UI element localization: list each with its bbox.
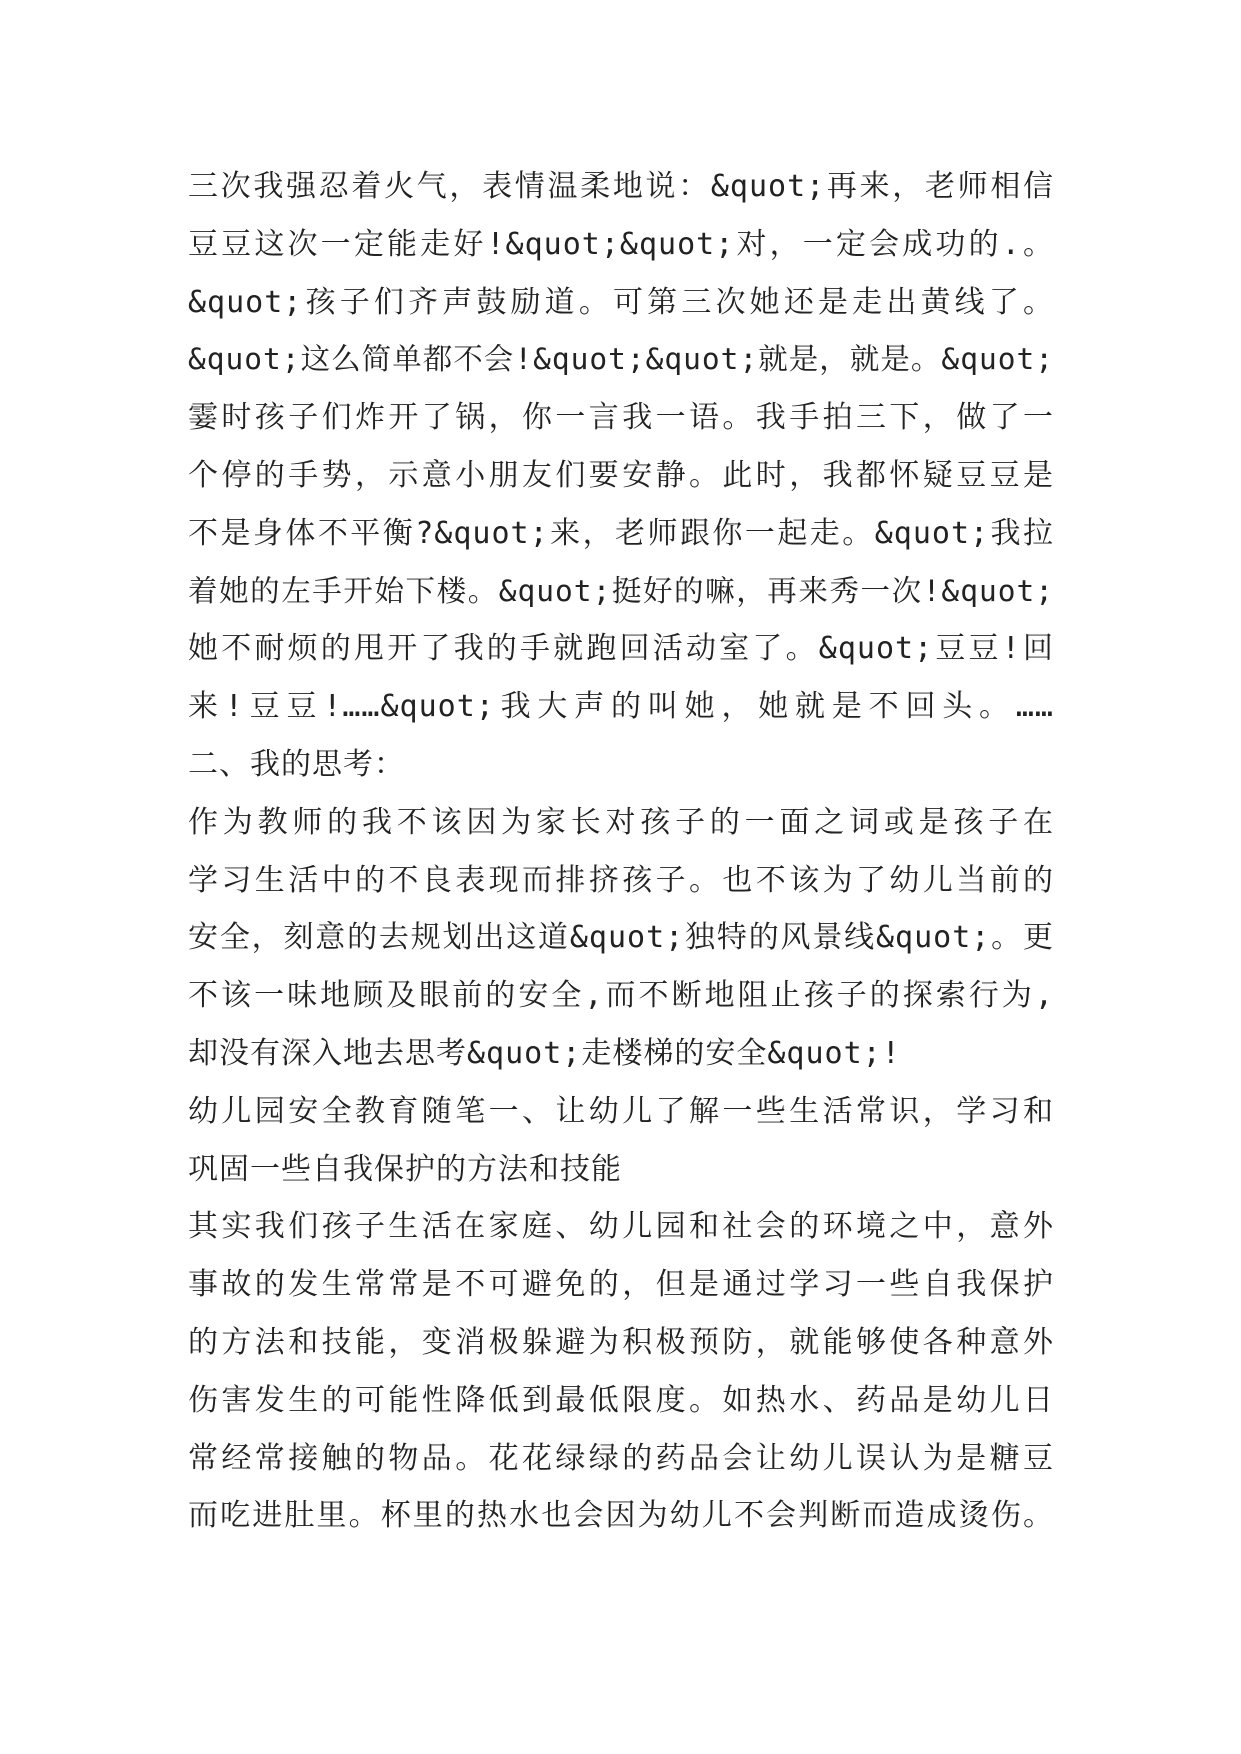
text-line: 不是身体不平衡?&quot;来，老师跟你一起走。&quot;我拉 bbox=[188, 515, 1054, 551]
text-line: 的方法和技能，变消极躲避为积极预防，就能够使各种意外 bbox=[188, 1324, 1054, 1360]
text-line: 事故的发生常常是不可避免的，但是通过学习一些自我保护 bbox=[188, 1267, 1054, 1303]
text-line: 她不耐烦的甩开了我的手就跑回活动室了。&quot;豆豆!回 bbox=[188, 631, 1054, 667]
text-line: 幼儿园安全教育随笔一、让幼儿了解一些生活常识，学习和 bbox=[188, 1093, 1054, 1129]
section-heading: 二、我的思考： bbox=[188, 746, 405, 782]
body-text bbox=[188, 158, 1054, 1545]
text-line: 常经常接触的物品。花花绿绿的药品会让幼儿误认为是糖豆 bbox=[188, 1440, 1054, 1476]
text-line: &quot;孩子们齐声鼓励道。可第三次她还是走出黄线了。 bbox=[188, 284, 1054, 320]
text-line: 来!豆豆!……&quot;我大声的叫她，她就是不回头。…… bbox=[188, 689, 1054, 725]
text-line: 伤害发生的可能性降低到最低限度。如热水、药品是幼儿日 bbox=[188, 1382, 1054, 1418]
text-line: 却没有深入地去思考&quot;走楼梯的安全&quot;! bbox=[188, 1035, 901, 1071]
text-line: 学习生活中的不良表现而排挤孩子。也不该为了幼儿当前的 bbox=[188, 862, 1054, 898]
text-line: 巩固一些自我保护的方法和技能 bbox=[188, 1151, 622, 1187]
text-line: 而吃进肚里。杯里的热水也会因为幼儿不会判断而造成烫伤。 bbox=[188, 1498, 1054, 1534]
text-line: 豆豆这次一定能走好!&quot;&quot;对，一定会成功的.。 bbox=[188, 226, 1054, 262]
text-line: 作为教师的我不该因为家长对孩子的一面之词或是孩子在 bbox=[188, 804, 1054, 840]
text-line: 三次我强忍着火气，表情温柔地说：&quot;再来，老师相信 bbox=[188, 169, 1054, 204]
text-line: &quot;这么简单都不会!&quot;&quot;就是，就是。&quot; bbox=[188, 342, 1054, 377]
text-line: 着她的左手开始下楼。&quot;挺好的嘛，再来秀一次!&quot; bbox=[188, 573, 1054, 608]
text-line: 不该一味地顾及眼前的安全,而不断地阻止孩子的探索行为, bbox=[188, 978, 1054, 1014]
text-line: 安全，刻意的去规划出这道&quot;独特的风景线&quot;。更 bbox=[188, 920, 1054, 956]
text-line: 霎时孩子们炸开了锅，你一言我一语。我手拍三下，做了一 bbox=[188, 400, 1054, 436]
text-line: 个停的手势，示意小朋友们要安静。此时，我都怀疑豆豆是 bbox=[188, 457, 1054, 493]
text-line: 其实我们孩子生活在家庭、幼儿园和社会的环境之中，意外 bbox=[188, 1209, 1054, 1245]
